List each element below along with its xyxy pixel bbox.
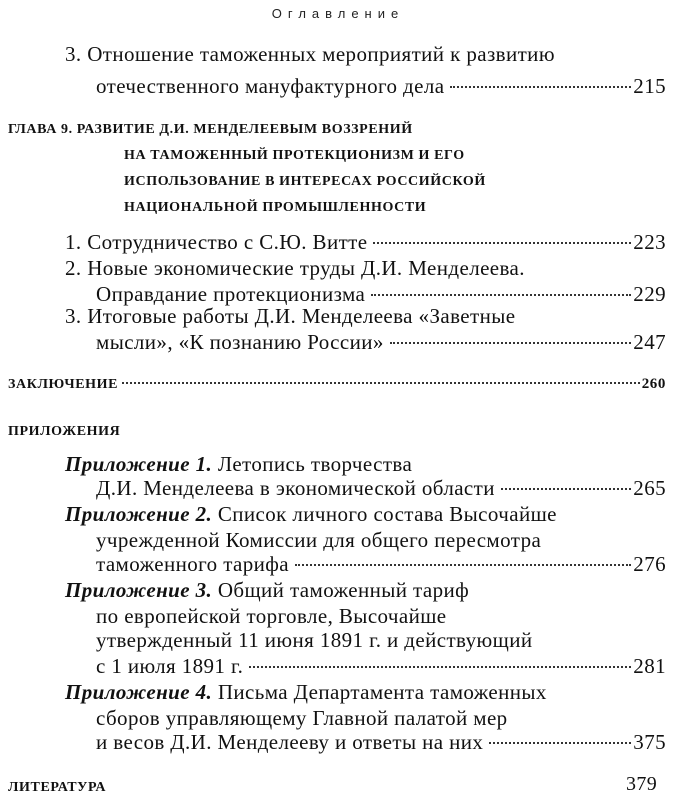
page-number: 247 [633,330,666,354]
page-number: 379 [626,773,658,795]
page-header: Оглавление [271,6,405,21]
toc-line [65,576,469,604]
toc-entry-text: отечественного мануфактурного дела [96,74,445,98]
toc-entry-text: с 1 июля 1891 г. [96,654,244,678]
toc-entry-text: 1. Сотрудничество с С.Ю. Витте [65,230,368,254]
appendix-title: Список личного состава Высочайше [217,502,557,526]
toc-line: 3. Отношение таможенных мероприятий к развитию [65,42,555,66]
toc-entry[interactable] [96,328,666,356]
page-number: 229 [633,282,666,306]
appendix-label: Приложение 1. [65,452,213,476]
chapter-heading-line: НАЦИОНАЛЬНОЙ ПРОМЫШЛЕННОСТИ [124,200,427,215]
appendix-title: Летопись творчества [217,452,413,476]
dot-leader [450,86,631,88]
page-number: 215 [633,74,666,98]
dot-leader [249,666,631,668]
toc-line: сборов управляющему Главной палатой мер [96,706,508,730]
toc-entry[interactable] [96,728,666,756]
toc-entry-literature[interactable]: ЛИТЕРАТУРА [8,780,107,795]
page-number: 276 [633,552,666,576]
toc-entry-text: Оправдание протекционизма [96,282,366,306]
page-number: 265 [633,476,666,500]
dot-leader [489,742,631,744]
toc-line: 3. Итоговые работы Д.И. Менделеева «Заветные [65,304,516,328]
chapter-heading-line: ИСПОЛЬЗОВАНИЕ В ИНТЕРЕСАХ РОССИЙСКОЙ [124,174,486,189]
toc-entry[interactable] [65,228,666,256]
dot-leader [122,382,640,384]
page-number: 281 [633,654,666,678]
dot-leader [373,242,631,244]
toc-line: утвержденный 11 июня 1891 г. и действующий [96,628,533,652]
toc-entry[interactable] [96,550,666,578]
page-number: 223 [633,230,666,254]
toc-entry-text: и весов Д.И. Менделееву и ответы на них [96,730,484,754]
chapter-heading-line: НА ТАМОЖЕННЫЙ ПРОТЕКЦИОНИЗМ И ЕГО [124,148,465,163]
toc-line [65,500,557,528]
toc-entry-text: таможенного тарифа [96,552,290,576]
appendix-title: Общий таможенный тариф [217,578,470,602]
toc-entry[interactable] [96,72,666,100]
toc-entry[interactable] [96,652,666,680]
chapter-heading: ГЛАВА 9. РАЗВИТИЕ Д.И. МЕНДЕЛЕЕВЫМ ВОЗЗРЕНИЙ [8,122,413,137]
toc-line: по европейской торговле, Высочайше [96,604,447,628]
appendix-title: Письма Департамента таможенных [217,680,547,704]
appendix-label: Приложение 2. [65,502,213,526]
dot-leader [371,294,631,296]
toc-line: 2. Новые экономические труды Д.И. Менделеева. [65,256,525,280]
toc-entry-text: Д.И. Менделеева в экономической области [96,476,495,500]
toc-entry-text: ЗАКЛЮЧЕНИЕ [8,377,119,392]
page-number: 260 [641,376,666,392]
dot-leader [390,342,631,344]
dot-leader [501,488,631,490]
toc-line [65,678,547,706]
appendix-label: Приложение 4. [65,680,213,704]
toc-entry-conclusion[interactable] [8,376,666,393]
appendix-label: Приложение 3. [65,578,213,602]
toc-line: учрежденной Комиссии для общего пересмотра [96,528,542,552]
appendices-heading: ПРИЛОЖЕНИЯ [8,424,121,439]
dot-leader [295,564,631,566]
toc-entry-text: мысли», «К познанию России» [96,330,384,354]
toc-entry[interactable] [96,474,666,502]
page-number: 375 [633,730,666,754]
